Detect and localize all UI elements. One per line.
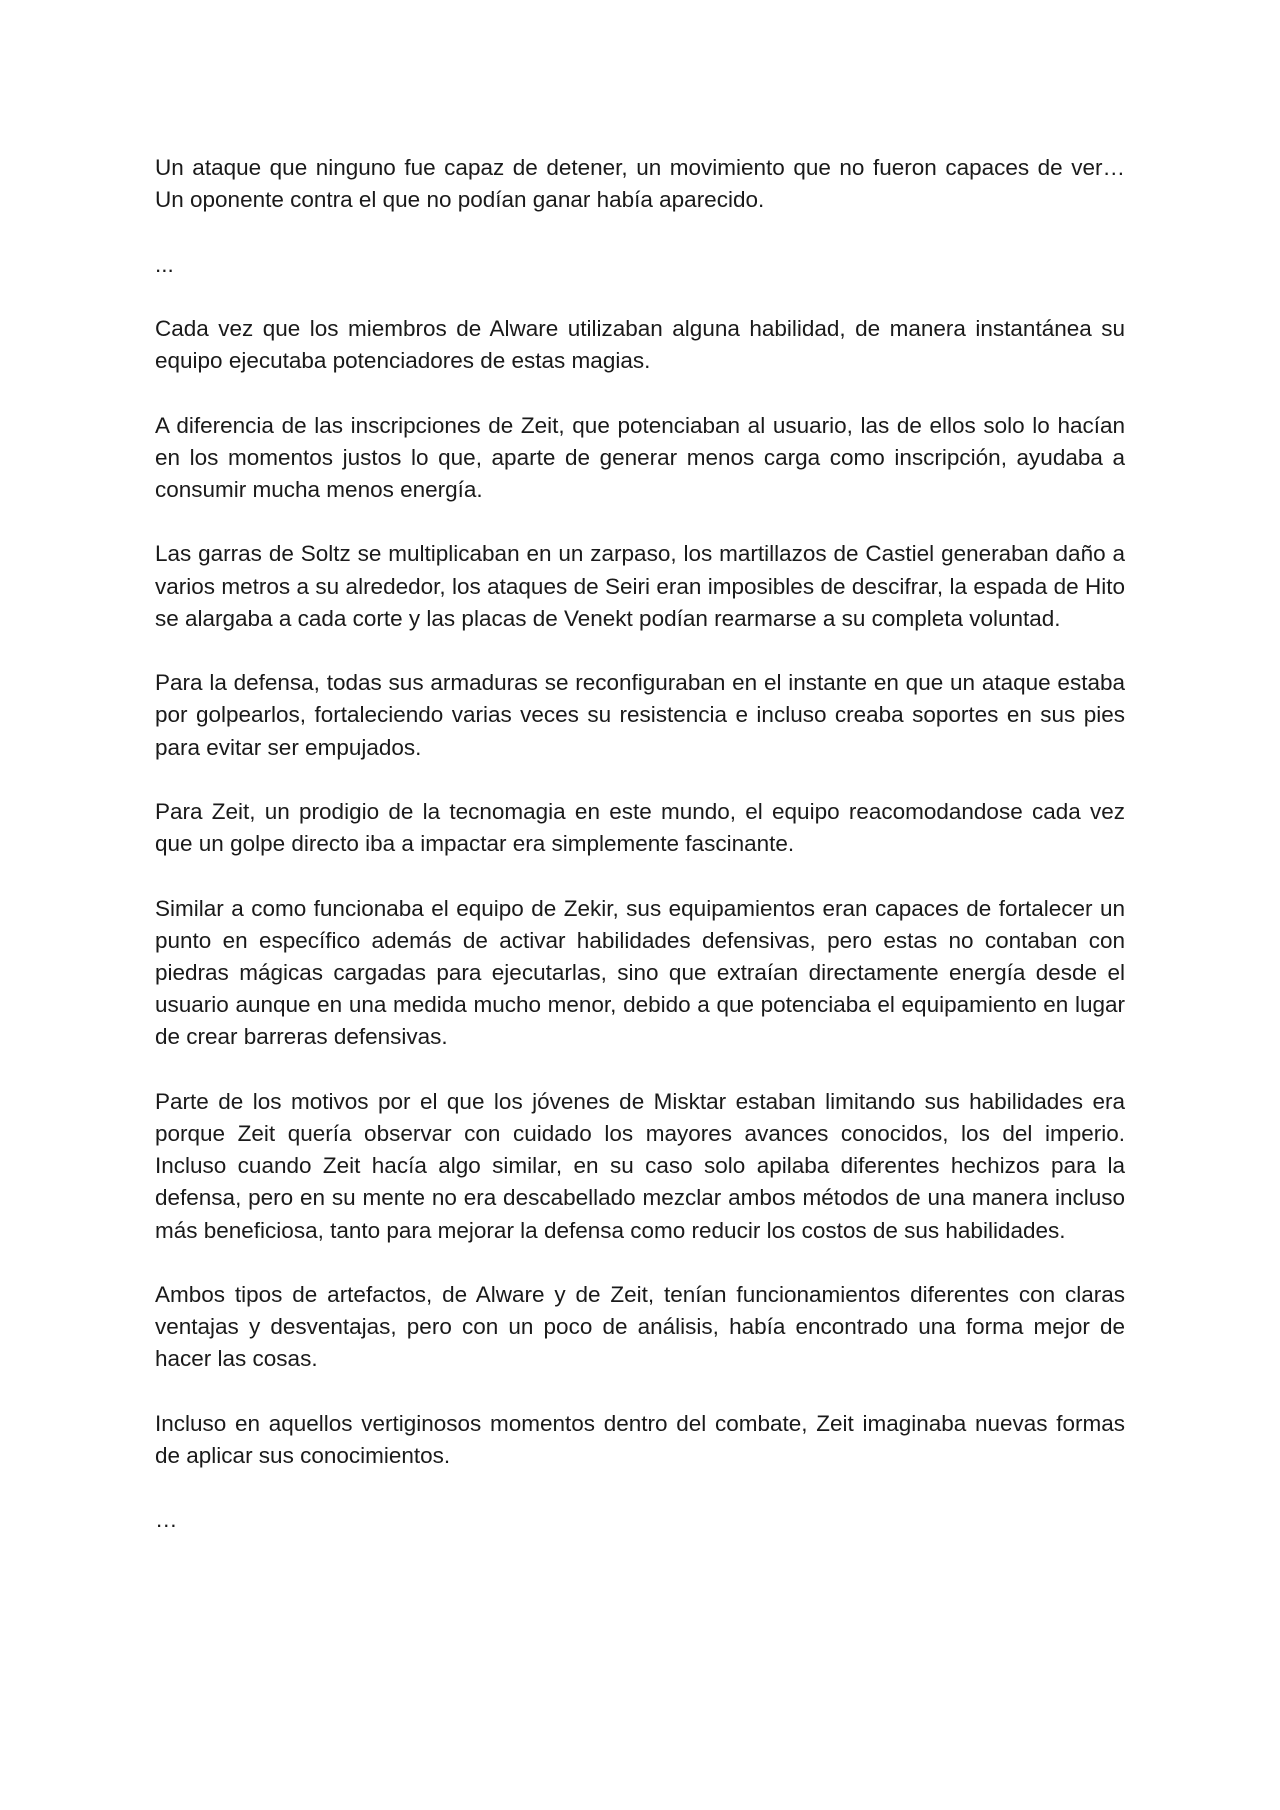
paragraph-8: Parte de los motivos por el que los jóvenes de Misktar estaban limitando sus habilidades era porque Zeit quería observar con cuidado los mayores avances conocidos, los del imperio. Incluso cuando Zeit hacía algo similar, en su caso solo apilaba diferentes hechizos para la defensa, pero en su mente no era descabellado mezclar ambos métodos de una manera incluso más beneficiosa, tanto para mejorar la defensa como reducir los costos de sus habilidades.: [155, 1088, 1125, 1243]
paragraph-10: Incluso en aquellos vertiginosos momentos dentro del combate, Zeit imaginaba nuevas formas de aplicar sus conocimientos.: [155, 1410, 1125, 1468]
paragraph-5: Para la defensa, todas sus armaduras se reconfiguraban en el instante en que un ataque estaba por golpearlos, fortaleciendo varias veces su resistencia e incluso creaba soportes en sus pies para evitar ser empujados.: [155, 670, 1125, 760]
document-page: [155, 152, 1125, 1569]
paragraph-9: Ambos tipos de artefactos, de Alware y de Zeit, tenían funcionamientos diferentes con claras ventajas y desventajas, pero con un poco de análisis, había encontrado una forma mejor de hacer las cosas.: [155, 1281, 1125, 1372]
paragraph-3: A diferencia de las inscripciones de Zeit, que potenciaban al usuario, las de ellos solo lo hacían en los momentos justos lo que, aparte de generar menos carga como inscripción, ayudaba a consumir mucha menos energía.: [155, 412, 1125, 502]
paragraph-1: Un ataque que ninguno fue capaz de detener, un movimiento que no fueron capaces de ver… Un oponente contra el que no podían ganar había aparecido.: [155, 155, 1125, 213]
paragraph-4: Las garras de Soltz se multiplicaban en un zarpaso, los martillazos de Castiel generaban daño a varios metros a su alrededor, los ataques de Seiri eran imposibles de descifrar, la espada de Hito se alargaba a cada corte y las placas de Venekt podían rearmarse a su completa voluntad.: [155, 541, 1125, 631]
section-separator-1: ...: [155, 251, 174, 277]
paragraph-7: Similar a como funcionaba el equipo de Zekir, sus equipamientos eran capaces de fortalecer un punto en específico además de activar habilidades defensivas, pero estas no contaban con piedras mágicas cargadas para ejecutarlas, sino que extraían directamente energía desde el usuario aunque en una medida mucho menor, debido a que potenciaba el equipamiento en lugar de crear barreras defensivas.: [155, 895, 1125, 1050]
section-separator-2: …: [155, 1507, 178, 1533]
paragraph-6: Para Zeit, un prodigio de la tecnomagia en este mundo, el equipo reacomodandose cada vez que un golpe directo iba a impactar era simplemente fascinante.: [155, 798, 1125, 857]
paragraph-2: Cada vez que los miembros de Alware utilizaban alguna habilidad, de manera instantánea su equipo ejecutaba potenciadores de estas magias.: [155, 315, 1125, 374]
